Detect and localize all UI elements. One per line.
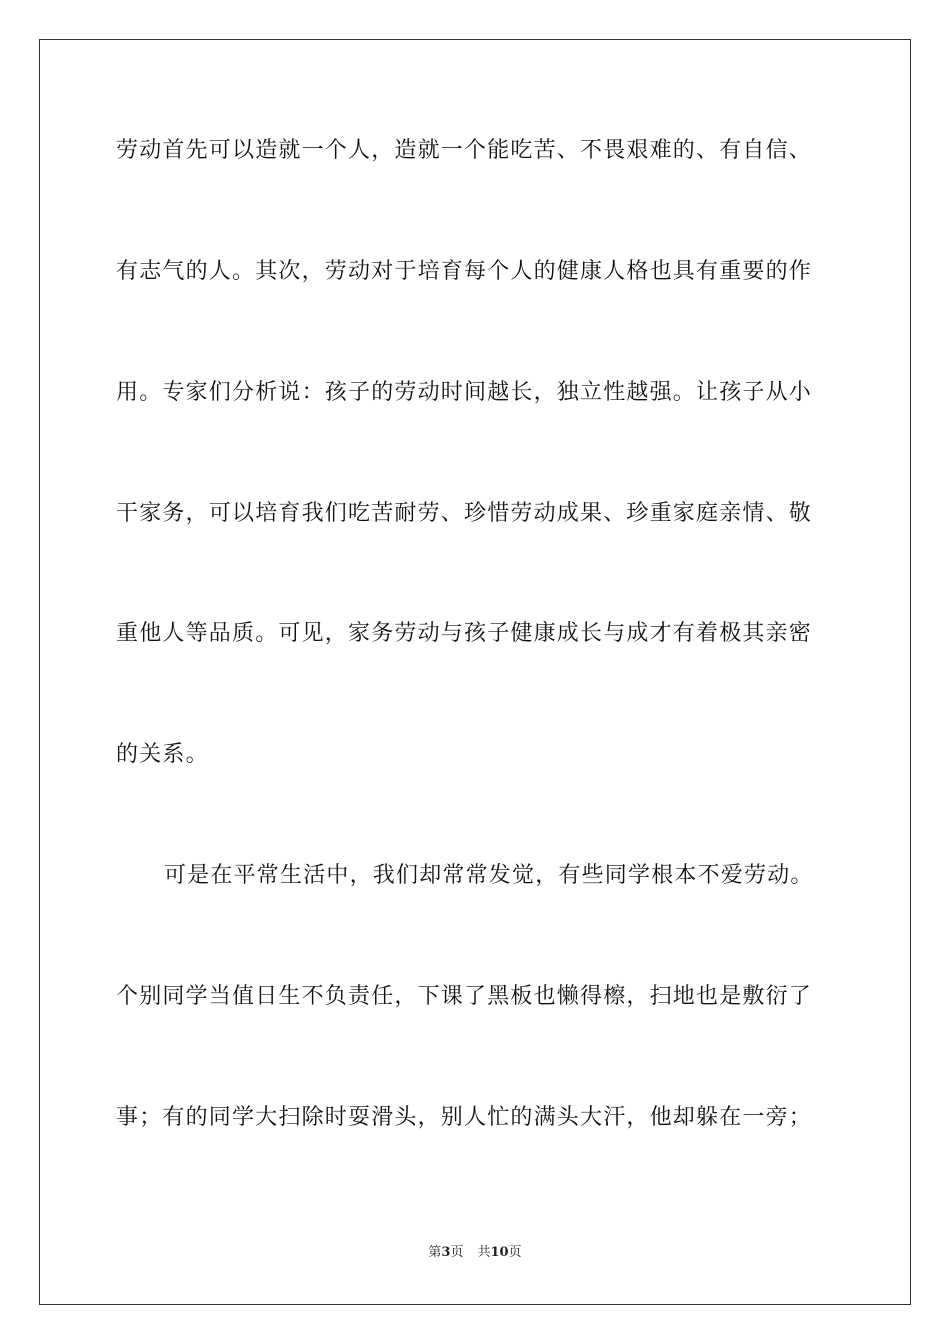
body-text-line: 重他人等品质。可见，家务劳动与孩子健康成长与成才有着极其亲密 xyxy=(116,621,813,646)
body-text-line: 劳动首先可以造就一个人，造就一个能吃苦、不畏艰难的、有自信、 xyxy=(116,138,813,163)
page-footer xyxy=(0,1244,950,1262)
body-text-line: 有志气的人。其次，劳动对于培育每个人的健康人格也具有重要的作 xyxy=(116,259,813,284)
body-text-line: 可是在平常生活中，我们却常常发觉，有些同学根本不爱劳动。 xyxy=(164,863,814,888)
page-indicator: 第3页 xyxy=(428,1245,464,1260)
total-pages-indicator: 共10页 xyxy=(477,1245,522,1260)
body-text-line: 个别同学当值日生不负责任，下课了黑板也懒得檫，扫地也是敷衍了 xyxy=(116,984,813,1009)
body-text-line: 的关系。 xyxy=(116,742,209,767)
body-text-line: 用。专家们分析说：孩子的劳动时间越长，独立性越强。让孩子从小 xyxy=(116,380,813,405)
body-text-line: 干家务，可以培育我们吃苦耐劳、珍惜劳动成果、珍重家庭亲情、敬 xyxy=(116,501,813,526)
body-text-line: 事；有的同学大扫除时耍滑头，别人忙的满头大汗，他却躲在一旁； xyxy=(116,1105,813,1130)
